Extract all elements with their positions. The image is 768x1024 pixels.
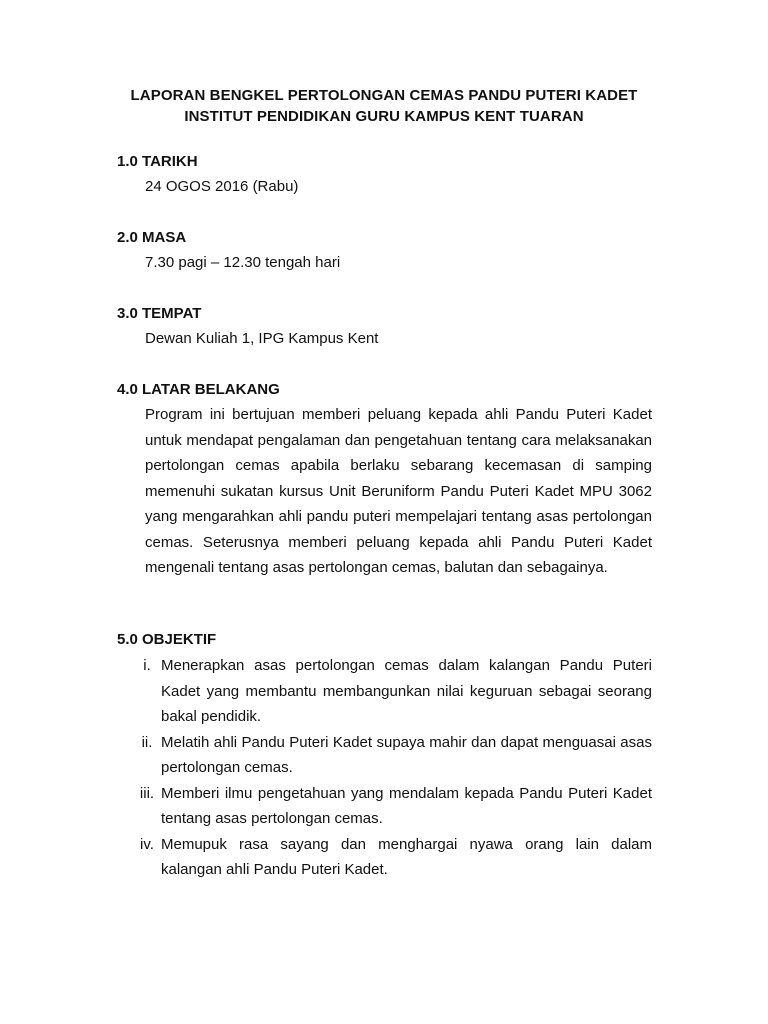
objektif-list bbox=[117, 653, 652, 883]
section-heading-tempat: 3.0 TEMPAT bbox=[117, 305, 202, 322]
objektif-item bbox=[117, 832, 652, 883]
document-title-line-1: LAPORAN BENGKEL PERTOLONGAN CEMAS PANDU PUTERI KADET bbox=[130, 87, 638, 104]
objektif-item-number: iii. bbox=[139, 784, 155, 802]
section-heading-tarikh: 1.0 TARIKH bbox=[117, 153, 198, 170]
objektif-item bbox=[117, 781, 652, 832]
objektif-item-number: i. bbox=[143, 657, 151, 674]
objektif-item-number: ii. bbox=[141, 733, 153, 751]
objektif-item bbox=[117, 730, 652, 781]
section-body-tarikh: 24 OGOS 2016 (Rabu) bbox=[145, 178, 299, 195]
section-body-tempat: Dewan Kuliah 1, IPG Kampus Kent bbox=[145, 330, 379, 347]
objektif-item-text: Melatih ahli Pandu Puteri Kadet supaya mahir dan dapat menguasai asas pertolongan cemas. bbox=[161, 733, 652, 776]
objektif-item-text: Memupuk rasa sayang dan menghargai nyawa orang lain dalam kalangan ahli Pandu Puteri Kadet. bbox=[161, 835, 652, 878]
objektif-item-text: Memberi ilmu pengetahuan yang mendalam kepada Pandu Puteri Kadet tentang asas pertolongan cemas. bbox=[161, 784, 652, 827]
objektif-item-number: iv. bbox=[140, 835, 154, 853]
section-heading-masa: 2.0 MASA bbox=[117, 229, 187, 246]
document-title-line-2: INSTITUT PENDIDIKAN GURU KAMPUS KENT TUARAN bbox=[184, 108, 584, 125]
objektif-item bbox=[117, 653, 652, 730]
section-body-latar-belakang: Program ini bertujuan memberi peluang kepada ahli Pandu Puteri Kadet untuk mendapat pengalaman dan pengetahuan tentang cara melaksanakan pertolongan cemas apabila berlaku sebarang kecemasan di samping memenuhi sukatan kursus Unit Beruniform Pandu Puteri Kadet MPU 3062 yang mengarahkan ahli pandu puteri mempelajari tentang asas pertolongan cemas. Seterusnya memberi peluang kepada ahli Pandu Puteri Kadet mengenali tentang asas pertolongan cemas, balutan dan sebagainya. bbox=[145, 406, 652, 576]
section-body-masa: 7.30 pagi – 12.30 tengah hari bbox=[145, 254, 341, 271]
section-heading-latar-belakang: 4.0 LATAR BELAKANG bbox=[117, 381, 280, 398]
section-heading-objektif: 5.0 OBJEKTIF bbox=[117, 631, 217, 648]
objektif-item-text: Menerapkan asas pertolongan cemas dalam kalangan Pandu Puteri Kadet yang membantu membangunkan nilai keguruan sebagai seorang bakal pendidik. bbox=[161, 657, 652, 725]
